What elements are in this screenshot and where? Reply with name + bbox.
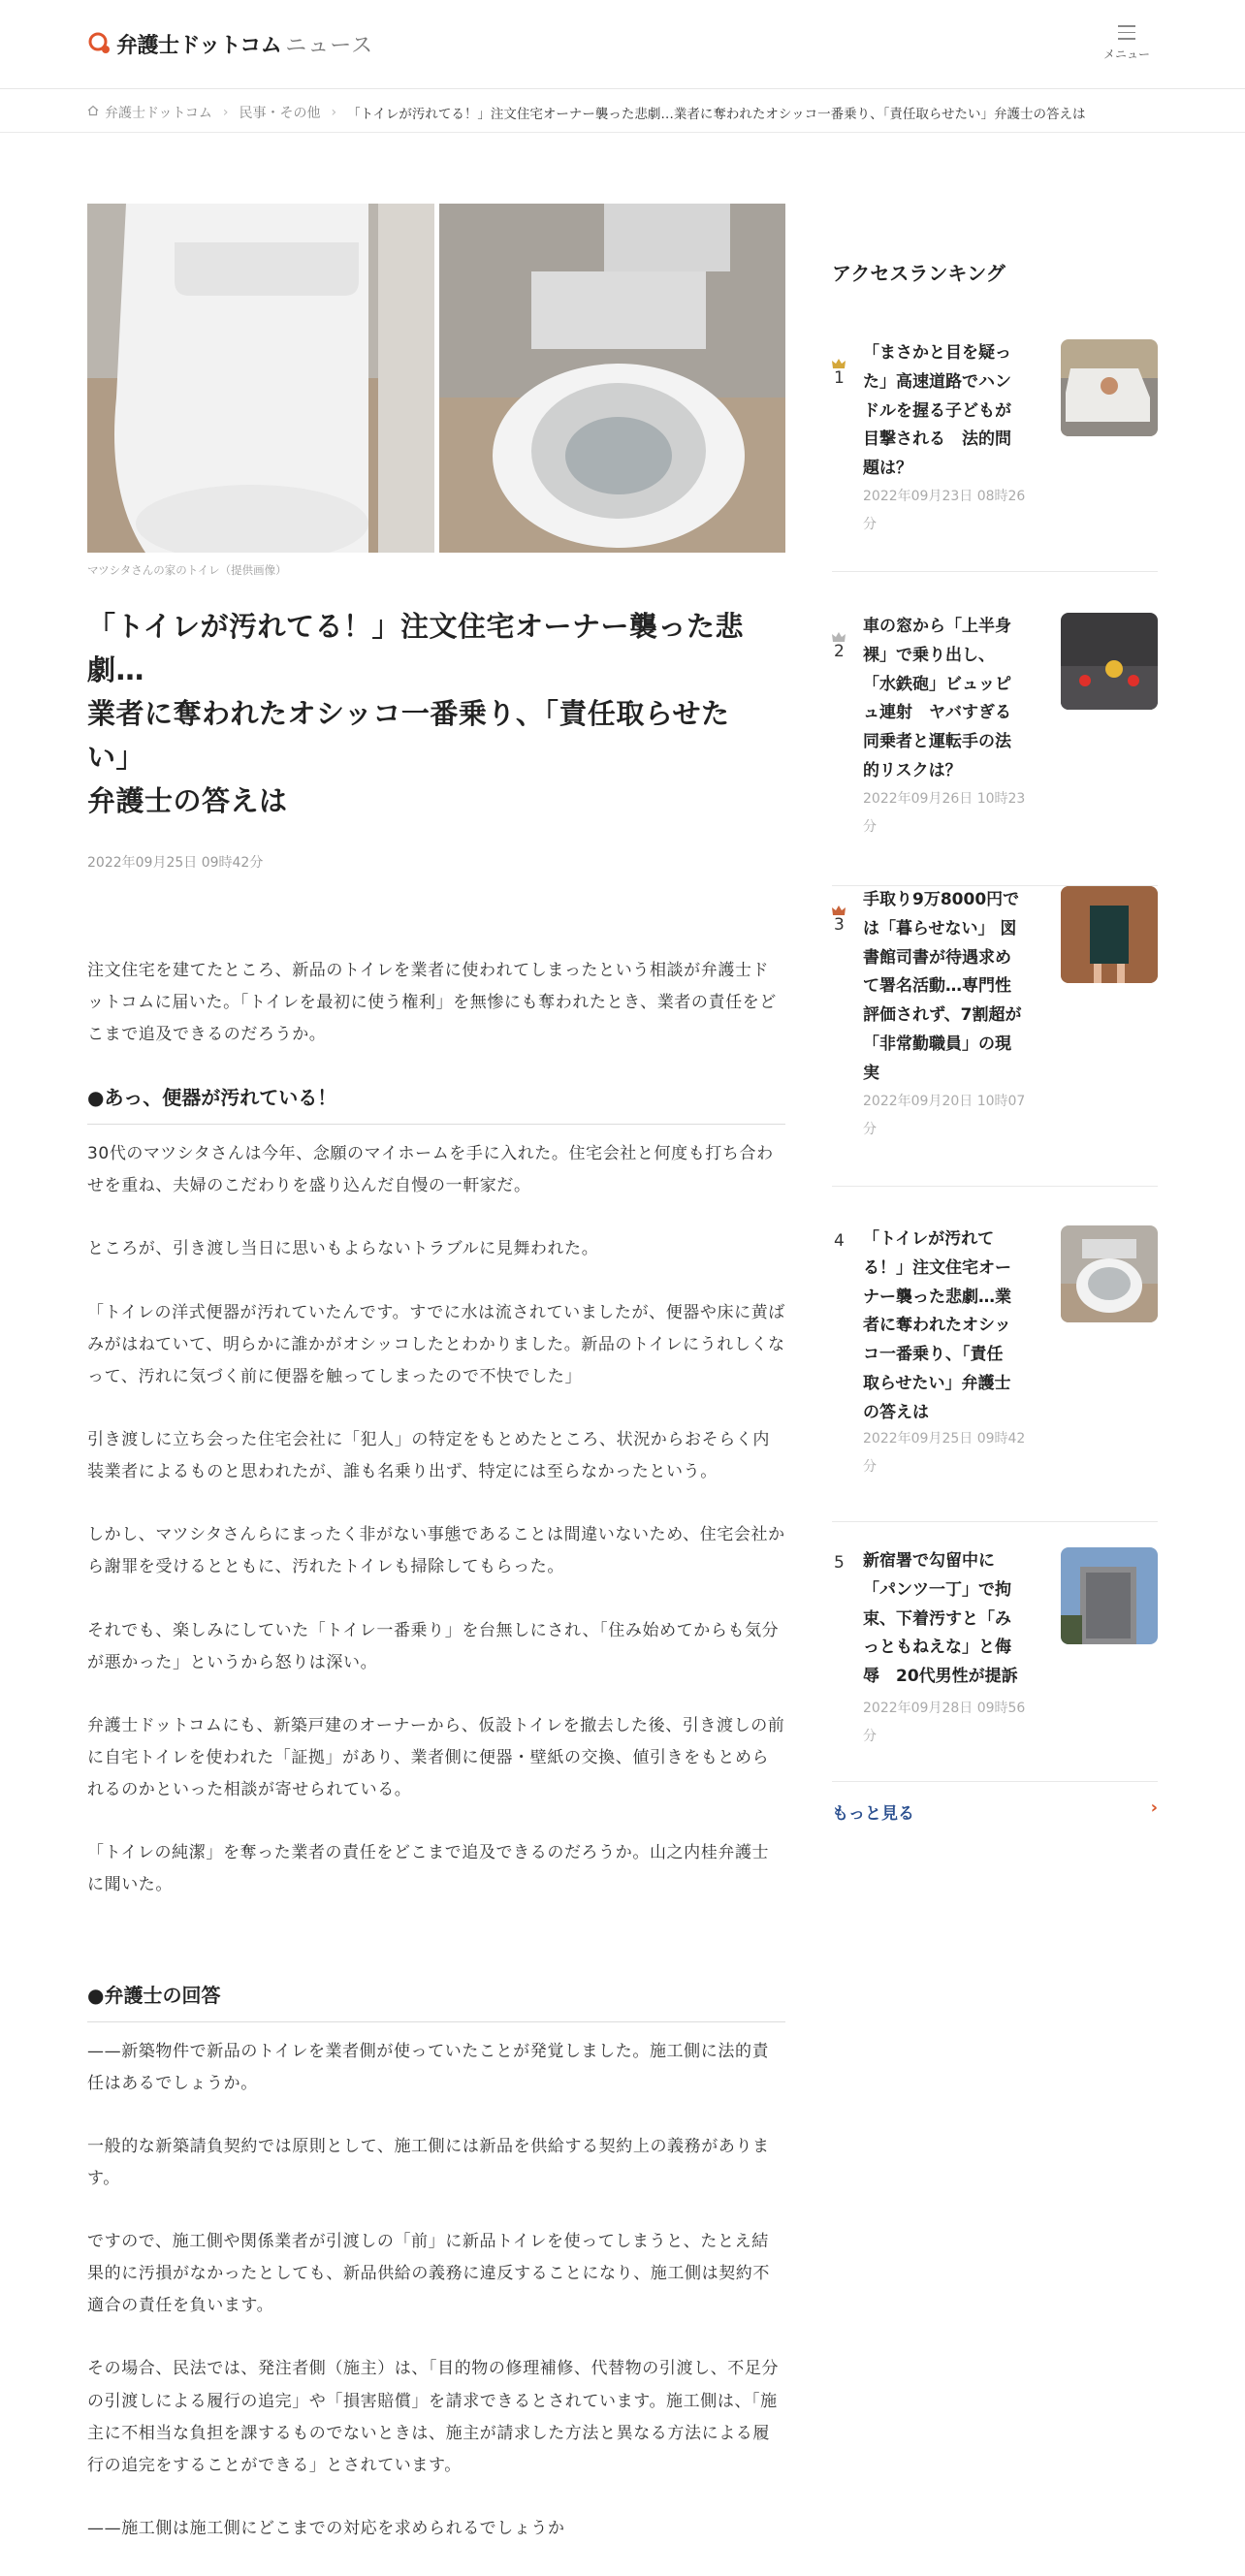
article-date: 2022年09月25日 09時42分 xyxy=(87,854,264,871)
rank-number: 3 xyxy=(834,915,845,935)
title-line: 業者に奪われたオシッコ一番乗り、「責任取らせたい」 xyxy=(87,696,730,774)
more-label: もっと見る xyxy=(832,1804,914,1824)
rank-thumbnail xyxy=(1061,886,1158,983)
ranking-item[interactable] xyxy=(832,1231,1158,1522)
rank-thumbnail xyxy=(1061,613,1158,710)
logo-sub-text: ニュース xyxy=(285,33,374,58)
rank-title: 手取り9万8000円で は「暮らせない」 図 書館司書が待遇求め て署名活動…専門性 評価されず、7割超が 「非常勤職員」の現 実 xyxy=(863,890,1022,1083)
rank-thumbnail xyxy=(1061,1225,1158,1322)
rank-number: 5 xyxy=(834,1553,845,1573)
chevron-right-icon: › xyxy=(222,105,229,120)
rank-date: 2022年09月26日 10時23 分 xyxy=(863,791,1026,836)
body-paragraph: ですので、施工側や関係業者が引渡しの「前」に新品トイレを使ってしまうと、たとえ結果的に汚損がなかったとしても、新品供給の義務に違反することになり、施工側は契約不適合の責任を負います。 xyxy=(87,2232,770,2316)
menu-label: メニュー xyxy=(1102,47,1150,61)
rank-title: 「トイレが汚れて る！」注文住宅オー ナー襲った悲劇…業 者に奪われたオシッ コ一番乗り、「責任 取らせたい」弁護士 の答えは xyxy=(863,1229,1011,1422)
crown-silver-icon xyxy=(832,627,846,637)
ranking-title: アクセスランキング xyxy=(832,262,1006,285)
section-heading: ●あっ、便器が汚れている！ xyxy=(87,1082,785,1125)
rank-title: 「まさかと目を疑っ た」高速道路でハン ドルを握る子どもが 目撃される 法的問 題は？ xyxy=(863,343,1011,478)
body-paragraph: ——新築物件で新品のトイレを業者側が使っていたことが発覚しました。施工側に法的責任はあるでしょうか。 xyxy=(87,2041,770,2093)
rank-date: 2022年09月25日 09時42 分 xyxy=(863,1431,1026,1476)
ranking-item[interactable] xyxy=(832,886,1158,1187)
logo-icon xyxy=(87,31,112,56)
rank-title: 車の窓から「上半身 裸」で乗り出し、 「水鉄砲」ビュッピ ュ連射 ヤバすぎる 同乗者と運転手の法 的リスクは？ xyxy=(863,617,1011,780)
body-paragraph: その場合、民法では、発注者側（施主）は、「目的物の修理補修、代替物の引渡し、不足分の引渡しによる履行の追完」や「損害賠償」を請求できるとされています。施工側は、「施主に不相当な負担を課するものでないときは、施主が請求した方法と異なる方法による履行の追完をすることができる」とされています。 xyxy=(87,2359,780,2475)
rank-number: 1 xyxy=(834,368,845,388)
rank-thumbnail xyxy=(1061,1547,1158,1644)
section-heading: ●弁護士の回答 xyxy=(87,1980,785,2022)
body-paragraph: それでも、楽しみにしていた「トイレ一番乗り」を台無しにされ、「住み始めてからも気分が悪かった」というから怒りは深い。 xyxy=(87,1620,780,1672)
toilet-open-photo xyxy=(439,204,786,553)
toilet-closed-photo xyxy=(87,204,434,553)
body-paragraph: しかし、マツシタさんらにまったく非がない事態であることは間違いないため、住宅会社から謝罪を受けるとともに、汚れたトイレも掃除してもらった。 xyxy=(87,1525,785,1577)
breadcrumb-home[interactable]: 弁護士ドットコム xyxy=(105,106,212,121)
crown-bronze-icon xyxy=(832,901,846,910)
rank-number: 4 xyxy=(834,1231,845,1251)
article xyxy=(87,204,785,2576)
ranking-item[interactable] xyxy=(832,613,1158,886)
body-paragraph: 「トイレの洋式便器が汚れていたんです。すでに水は流されていましたが、便器や床に黄ばみがはねていて、明らかに誰かがオシッコしたとわかりました。新品のトイレにうれしくなって、汚れに気づく前に便器を触ってしまったので不快でした」 xyxy=(87,1302,785,1386)
title-line: 弁護士の答えは xyxy=(87,783,288,817)
rank-date: 2022年09月23日 08時26 分 xyxy=(863,489,1026,533)
body-paragraph: 「トイレの純潔」を奪った業者の責任をどこまで追及できるのだろうか。山之内桂弁護士に聞いた。 xyxy=(87,1843,770,1895)
ranking-item[interactable] xyxy=(832,339,1158,572)
body-paragraph: 30代のマツシタさんは今年、念願のマイホームを手に入れた。住宅会社と何度も打ち合わせを重ね、夫婦のこだわりを盛り込んだ自慢の一軒家だ。 xyxy=(87,1144,774,1196)
chevron-right-icon: › xyxy=(331,105,337,120)
more-link[interactable] xyxy=(832,1799,1158,1824)
body-paragraph: 一般的な新築請負契約では原則として、施工側には新品を供給する契約上の義務があります。 xyxy=(87,2136,770,2188)
ranking-item[interactable] xyxy=(832,1553,1158,1782)
hamburger-icon xyxy=(1118,25,1135,40)
menu-button[interactable] xyxy=(1101,21,1152,68)
rank-date: 2022年09月28日 09時56 分 xyxy=(863,1701,1026,1745)
breadcrumb xyxy=(0,90,1245,133)
breadcrumb-current: 「トイレが汚れてる！」注文住宅オーナー襲った悲劇…業者に奪われたオシッコ一番乗り、「責任取らせたい」弁護士の答えは xyxy=(347,107,1086,122)
home-icon xyxy=(87,105,99,120)
body-paragraph: 弁護士ドットコムにも、新築戸建のオーナーから、仮設トイレを撤去した後、引き渡しの前に自宅トイレを使われた「証拠」があり、業者側に便器・壁紙の交換、値引きをもとめられるのかといった相談が寄せられている。 xyxy=(87,1715,785,1800)
rank-thumbnail xyxy=(1061,339,1158,436)
rank-number: 2 xyxy=(834,642,845,661)
article-hero-image xyxy=(87,204,785,553)
rank-date: 2022年09月20日 10時07 分 xyxy=(863,1094,1026,1138)
body-paragraph: ところが、引き渡し当日に思いもよらないトラブルに見舞われた。 xyxy=(87,1239,599,1259)
title-line: 「トイレが汚れてる！」注文住宅オーナー襲った悲劇… xyxy=(87,610,745,686)
lead-paragraph: 注文住宅を建てたところ、新品のトイレを業者に使われてしまったという相談が弁護士ドットコムに届いた。「トイレを最初に使う権利」を無惨にも奪われたとき、業者の責任をどこまで追及できるのだろうか。 xyxy=(87,960,777,1044)
breadcrumb-category[interactable]: 民事・その他 xyxy=(239,106,321,121)
image-caption: マツシタさんの家のトイレ（提供画像） xyxy=(87,563,287,577)
body-paragraph: ——施工側は施工側にどこまでの対応を求められるでしょうか xyxy=(87,2519,565,2539)
article-title xyxy=(87,605,785,823)
chevron-right-icon: › xyxy=(1150,1797,1158,1818)
logo-main-text: 弁護士ドットコム xyxy=(116,33,282,58)
body-paragraph: 引き渡しに立ち会った住宅会社に「犯人」の特定をもとめたところ、状況からおそらく内装業者によるものと思われたが、誰も名乗り出ず、特定には至らなかったという。 xyxy=(87,1429,770,1482)
crown-gold-icon xyxy=(832,354,846,364)
site-logo[interactable] xyxy=(87,27,373,60)
access-ranking xyxy=(832,204,1158,1745)
rank-title: 新宿署で勾留中に 「パンツ一丁」で拘 束、下着汚すと「み っともねえな」と侮 辱 20代男性が提訴 xyxy=(863,1551,1018,1686)
site-header xyxy=(0,0,1245,89)
